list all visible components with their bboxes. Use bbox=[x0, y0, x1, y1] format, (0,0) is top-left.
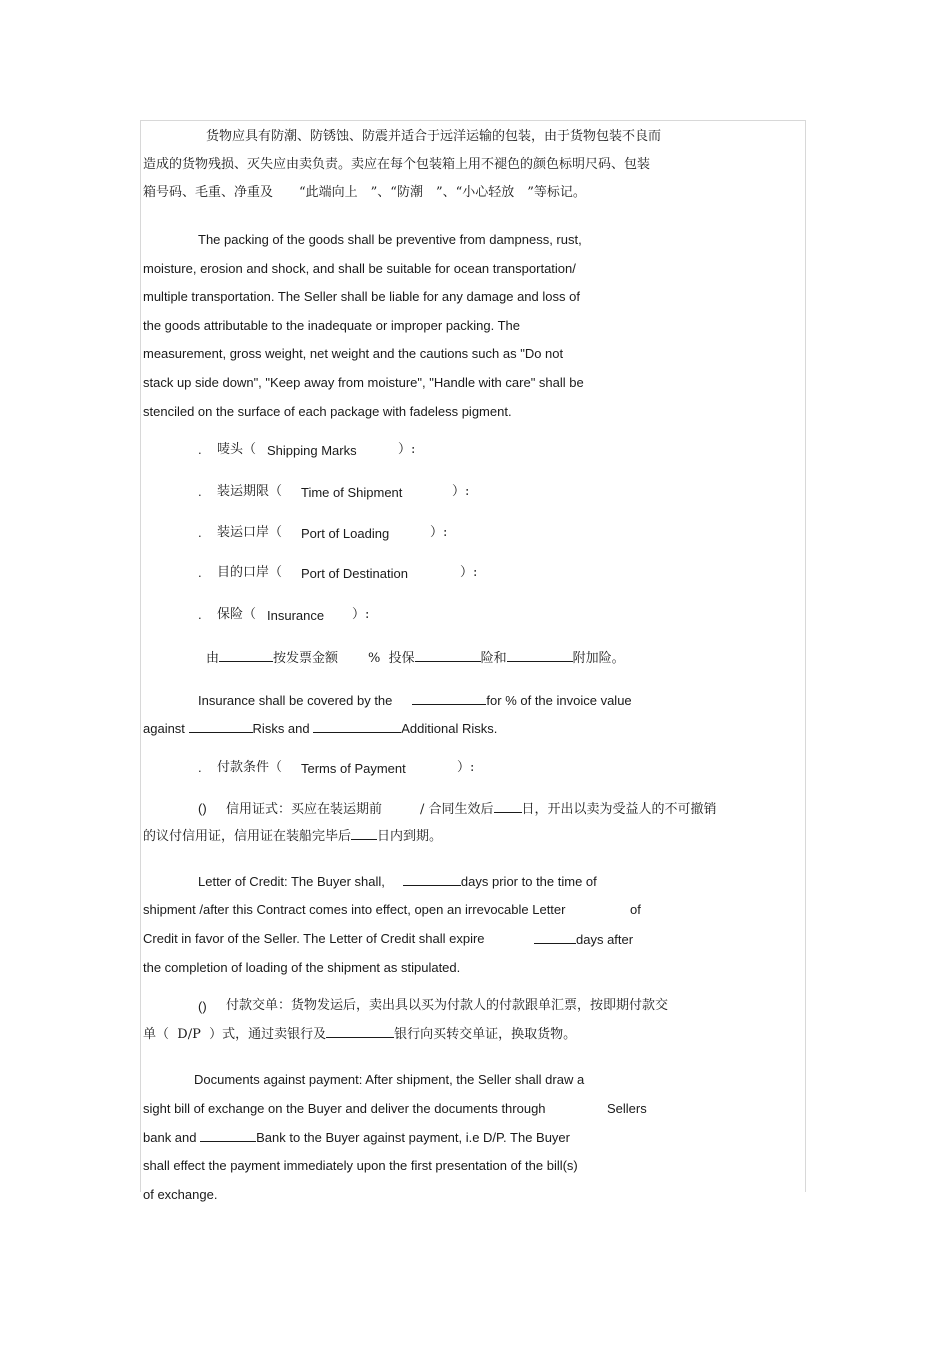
clause-en-label: Insurance bbox=[267, 608, 325, 623]
lc-en-line: shipment /after this Contract comes into effect, open an irrevocable Letter bbox=[143, 902, 566, 917]
clause-dot: . bbox=[198, 565, 202, 580]
en-packing-line: The packing of the goods shall be preventive from dampness, rust, bbox=[198, 232, 582, 247]
text-run: Letter of Credit: The Buyer shall, bbox=[198, 874, 385, 889]
page-frame-top bbox=[140, 120, 806, 121]
text-run: against bbox=[143, 721, 185, 736]
fill-blank bbox=[313, 721, 401, 733]
clause-dot: . bbox=[198, 760, 202, 775]
text-run: % 投保 bbox=[368, 651, 415, 666]
en-packing-line: the goods attributable to the inadequate or improper packing. The bbox=[143, 318, 521, 333]
lc-zh-line bbox=[226, 801, 717, 816]
fill-blank bbox=[219, 650, 273, 662]
clause-en-label: Time of Shipment bbox=[301, 485, 403, 500]
clause-dot: . bbox=[198, 525, 202, 540]
text-run: days prior to the time of bbox=[460, 874, 597, 889]
insurance-zh-line bbox=[206, 650, 625, 665]
page-frame-left bbox=[140, 120, 141, 1192]
en-packing-line: multiple transportation. The Seller shall be liable for any damage and loss of bbox=[143, 289, 580, 304]
fill-blank bbox=[403, 874, 461, 886]
lc-en-line bbox=[534, 932, 633, 946]
dp-en-line: of exchange. bbox=[143, 1187, 218, 1202]
zh-packing-line: 造成的货物残损、灭失应由卖负责。卖应在每个包装箱上用不褪色的颜色标明尺码、包装 bbox=[143, 157, 651, 172]
clause-en-label: Port of Destination bbox=[301, 566, 408, 581]
dp-zh-paren: () bbox=[198, 999, 207, 1014]
insurance-en-line bbox=[198, 693, 632, 707]
clause-zh-label: 目的口岸（ bbox=[217, 565, 283, 580]
fill-blank bbox=[412, 693, 486, 705]
clause-zh-label: 保险（ bbox=[217, 607, 257, 622]
text-run: 按发票金额 bbox=[273, 651, 339, 666]
text-run: 由 bbox=[206, 651, 220, 666]
text-run: 单（ D/P ）式，通过卖银行及 bbox=[143, 1027, 327, 1042]
text-run: bank and bbox=[143, 1130, 197, 1145]
lc-en-line: of bbox=[630, 902, 641, 917]
clause-dot: . bbox=[198, 484, 202, 499]
text-run: days after bbox=[576, 932, 634, 947]
text-run: Bank to the Buyer against payment, i.e D/P. The Buyer bbox=[256, 1130, 570, 1145]
lc-zh-line bbox=[143, 828, 442, 843]
clause-zh-label: 装运期限（ bbox=[217, 484, 283, 499]
text-run: 银行向买转交单证，换取货物。 bbox=[394, 1027, 577, 1042]
fill-blank bbox=[415, 650, 481, 662]
lc-en-line bbox=[198, 874, 597, 888]
clause-dot: . bbox=[198, 607, 202, 622]
clause-close: ）: bbox=[452, 484, 470, 499]
dp-zh-line: 付款交单：货物发运后，卖出具以买为付款人的付款跟单汇票，按即期付款交 bbox=[226, 998, 669, 1013]
text-run: Risks and bbox=[252, 721, 310, 736]
fill-blank bbox=[326, 1026, 394, 1038]
dp-en-line: Documents against payment: After shipment, the Seller shall draw a bbox=[194, 1072, 585, 1087]
fill-blank bbox=[200, 1130, 256, 1142]
clause-close: ）: bbox=[430, 525, 448, 540]
text-run: Insurance shall be covered by the bbox=[198, 693, 393, 708]
dp-zh-line bbox=[143, 1026, 576, 1041]
dp-en-line: shall effect the payment immediately upon the first presentation of the bill(s) bbox=[143, 1158, 578, 1173]
lc-en-line: the completion of loading of the shipment as stipulated. bbox=[143, 960, 461, 975]
clause-en-label: Port of Loading bbox=[301, 526, 390, 541]
insurance-en-line bbox=[143, 721, 497, 735]
dp-en-line: Sellers bbox=[607, 1101, 647, 1116]
text-run: 附加险。 bbox=[572, 651, 625, 666]
fill-blank bbox=[494, 801, 522, 813]
clause-close: ）: bbox=[457, 760, 475, 775]
en-packing-line: stenciled on the surface of each package with fadeless pigment. bbox=[143, 404, 512, 419]
clause-en-label: Terms of Payment bbox=[301, 761, 406, 776]
clause-zh-label: 付款条件（ bbox=[217, 760, 283, 775]
fill-blank bbox=[534, 932, 576, 944]
text-run: Additional Risks. bbox=[401, 721, 498, 736]
lc-zh-paren: () bbox=[198, 801, 207, 816]
clause-close: ）: bbox=[352, 607, 370, 622]
clause-zh-label: 唛头（ bbox=[217, 442, 257, 457]
text-run: 日，开出以卖为受益人的不可撤销 bbox=[521, 802, 717, 817]
dp-en-line bbox=[143, 1130, 570, 1144]
en-packing-line: moisture, erosion and shock, and shall be suitable for ocean transportation/ bbox=[143, 261, 576, 276]
text-run: 险和 bbox=[480, 651, 507, 666]
fill-blank bbox=[351, 828, 377, 840]
clause-close: ）: bbox=[460, 565, 478, 580]
zh-packing-line: 货物应具有防潮、防锈蚀、防震并适合于远洋运输的包装，由于货物包装不良而 bbox=[206, 129, 662, 144]
en-packing-line: stack up side down", "Keep away from moisture", "Handle with care" shall be bbox=[143, 375, 584, 390]
fill-blank bbox=[189, 721, 253, 733]
page-frame-right bbox=[805, 120, 806, 1192]
text-run: / 合同生效后 bbox=[420, 802, 494, 817]
text-run: 日内到期。 bbox=[377, 829, 443, 844]
en-packing-line: measurement, gross weight, net weight and the cautions such as "Do not bbox=[143, 346, 564, 361]
clause-dot: . bbox=[198, 442, 202, 457]
text-run: 信用证式：买应在装运期前 bbox=[226, 802, 383, 817]
fill-blank bbox=[507, 650, 573, 662]
text-run: 的议付信用证，信用证在装船完毕后 bbox=[143, 829, 352, 844]
lc-en-line: Credit in favor of the Seller. The Letter of Credit shall expire bbox=[143, 931, 485, 946]
text-run: for % of the invoice value bbox=[486, 693, 632, 708]
clause-en-label: Shipping Marks bbox=[267, 443, 357, 458]
dp-en-line: sight bill of exchange on the Buyer and deliver the documents through bbox=[143, 1101, 546, 1116]
clause-zh-label: 装运口岸（ bbox=[217, 525, 283, 540]
clause-close: ）: bbox=[398, 442, 416, 457]
zh-packing-line: 箱号码、毛重、净重及 “此端向上 ”、“防潮 ”、“小心轻放 ”等标记。 bbox=[143, 185, 586, 200]
